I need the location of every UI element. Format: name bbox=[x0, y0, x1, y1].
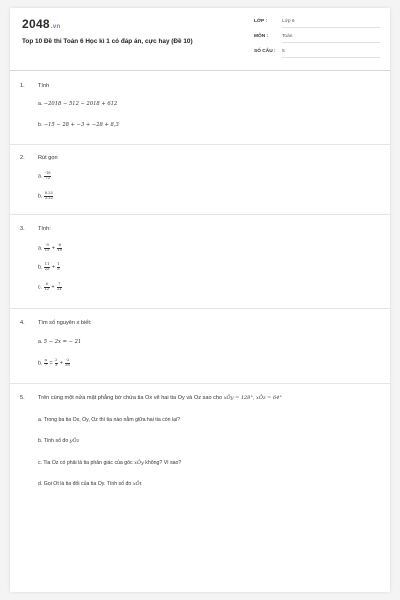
question-4-item-b: b. $\frac{x}{7}$ = $\frac{2}{3}$ + $\frac{-2}{35}$ bbox=[38, 358, 70, 367]
question-5-item-c: c. Tia Oz có phải là tia phân giác của góc xÔy không? Vì sao? bbox=[38, 460, 182, 466]
question-3-item-b: b. $\frac{11}{25}$ + $\frac{1}{5}$ bbox=[38, 262, 60, 271]
question-2-text: Rút gọn bbox=[38, 155, 58, 161]
question-3-item-a: a. $\frac{-9}{15}$ + $\frac{-6}{15}$ bbox=[38, 243, 62, 252]
question-4-number: 4. bbox=[20, 320, 25, 326]
site-logo[interactable] bbox=[22, 17, 60, 31]
logo-main: 2048 bbox=[22, 17, 50, 31]
question-1-item-b: b. −15 − 28 + −3 + −28 + 8,3 bbox=[38, 122, 119, 128]
question-2-number: 2. bbox=[20, 155, 25, 161]
logo-suffix: .vn bbox=[50, 24, 61, 30]
question-4-item-a: a. 5 − 2x = − 21 bbox=[38, 339, 82, 345]
meta-class-label: LỚP : bbox=[254, 19, 268, 24]
fraction: $\frac{-18}{72}$ bbox=[44, 171, 51, 180]
question-3-number: 3. bbox=[20, 226, 25, 232]
exam-header bbox=[10, 8, 390, 71]
question-5-item-d: d. Gọi Ot là tia đối của tia Oy. Tính số đo xÔt bbox=[38, 481, 142, 487]
question-2-item-a: a. $\frac{-18}{72}$ bbox=[38, 171, 51, 180]
angle-expression: xÔy = 128°, xÔz = 64° bbox=[223, 395, 282, 401]
meta-subject-label: MÔN : bbox=[254, 34, 269, 39]
question-5-number: 5. bbox=[20, 395, 25, 401]
fraction: $\frac{8.25}{3.22}$ bbox=[44, 191, 53, 200]
question-4-text: Tìm số nguyên x biết: bbox=[38, 320, 92, 326]
question-5-item-b: b. Tính số đo yÔz bbox=[38, 438, 80, 444]
divider bbox=[10, 144, 390, 145]
exam-sheet bbox=[10, 8, 390, 592]
divider bbox=[10, 214, 390, 215]
meta-count-value: 5 bbox=[282, 49, 380, 58]
question-5-text: Trên cùng một nửa mặt phẳng bờ chứa tia Ox vẽ hai tia Oy và Oz sao cho xÔy = 128°, xÔz = 64° bbox=[38, 395, 282, 401]
divider bbox=[10, 308, 390, 309]
exam-title: Top 10 Đề thi Toán 6 Học kì 1 có đáp án, cực hay (Đề 10) bbox=[22, 38, 193, 45]
question-5-item-a: a. Trong ba tia Ox, Oy, Oz thì tia nào nằm giữa hai tia còn lại? bbox=[38, 417, 181, 423]
divider bbox=[10, 383, 390, 384]
question-1-text: Tính bbox=[38, 83, 50, 89]
question-1-item-a: a. −2018 − 512 − 2018 + 612 bbox=[38, 101, 118, 107]
meta-class-value: Lớp 6 bbox=[282, 19, 380, 28]
meta-count-label: SỐ CÂU : bbox=[254, 49, 276, 54]
question-3-text: Tính: bbox=[38, 226, 51, 232]
question-1-number: 1. bbox=[20, 83, 25, 89]
question-2-item-b: b. $\frac{8.25}{3.22}$ bbox=[38, 191, 53, 200]
question-3-item-c: c. $\frac{6}{12}$ + $\frac{7}{21}$ bbox=[38, 282, 62, 291]
meta-subject-value: Toán bbox=[282, 34, 380, 43]
